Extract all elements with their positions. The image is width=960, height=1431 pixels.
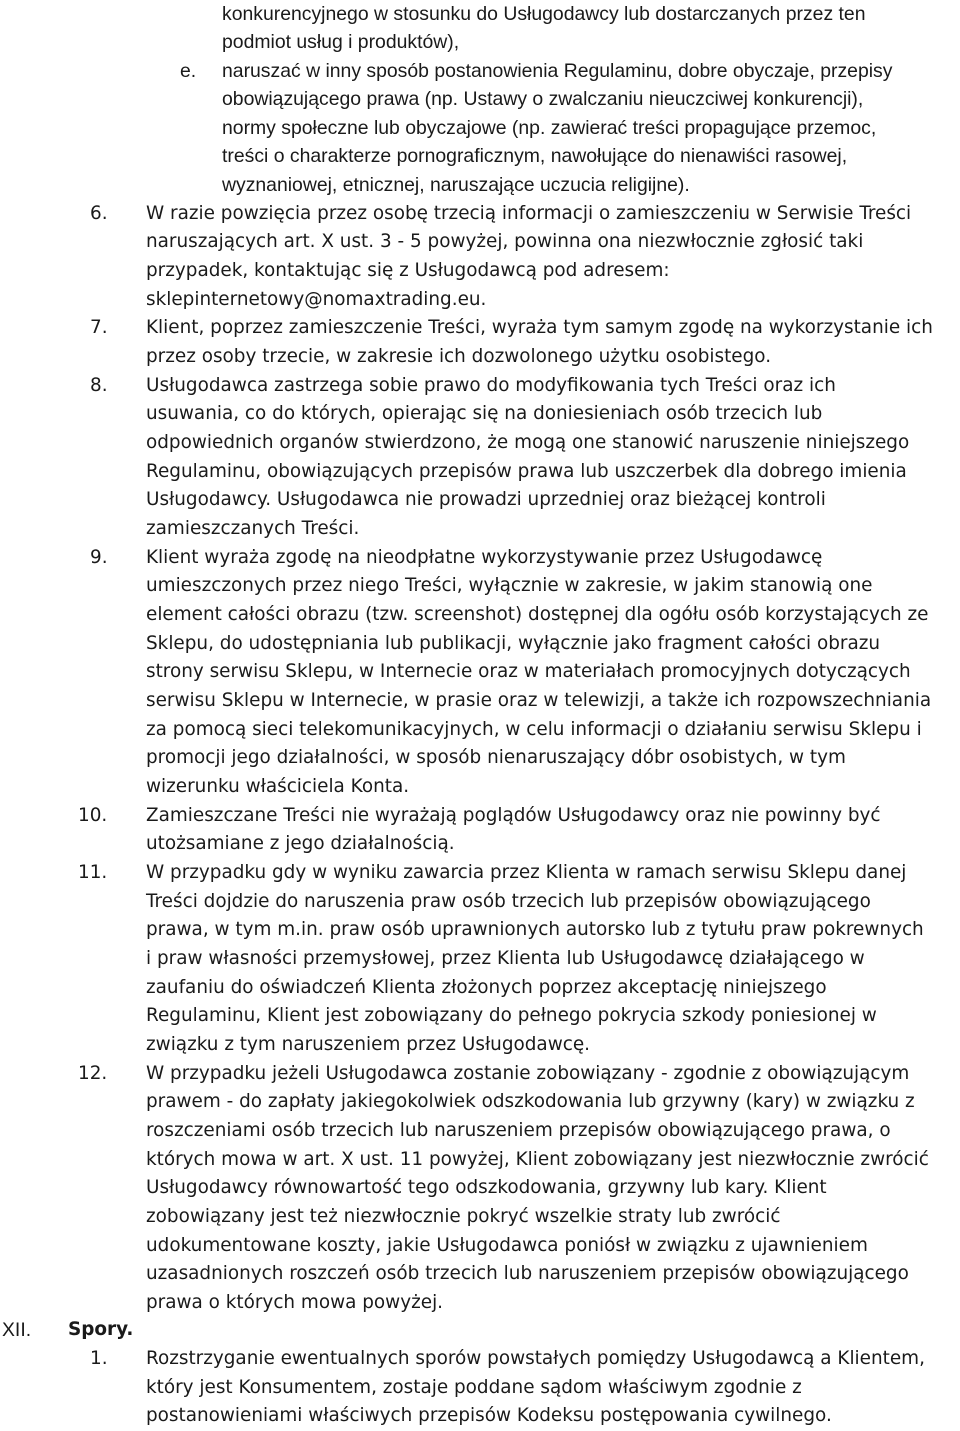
text-line: obowiązującego prawa (np. Ustawy o zwalczaniu nieuczciwej konkurencji), [222, 88, 864, 110]
text-line: podmiot usług i produktów), [222, 31, 460, 53]
text-line: sklepinternetowy@nomaxtrading.eu. [146, 289, 487, 310]
text-line: który jest Konsumentem, zostaje poddane sądom właściwym zgodnie z [146, 1377, 802, 1398]
list-marker: 8. [90, 375, 108, 396]
text-line: przez osoby trzecie, w zakresie ich dozwolonego użytku osobistego. [146, 346, 772, 367]
text-line: naruszających art. X ust. 3 - 5 powyżej, powinna ona niezwłocznie zgłosić taki [146, 231, 864, 252]
text-line: normy społeczne lub obyczajowe (np. zawierać treści propagujące przemoc, [222, 117, 877, 139]
text-line: Rozstrzyganie ewentualnych sporów powstałych pomiędzy Usługodawcą a Klientem, [146, 1348, 925, 1369]
text-line: Zamieszczane Treści nie wyrażają poglądów Usługodawcy oraz nie powinny być [146, 805, 881, 826]
text-line: za pomocą sieci telekomunikacyjnych, w celu informacji o działaniu serwisu Sklepu i [146, 719, 922, 740]
text-line: których mowa w art. X ust. 11 powyżej, Klient zobowiązany jest niezwłocznie zwrócić [146, 1149, 929, 1170]
list-marker: 1. [90, 1348, 108, 1369]
list-marker: 11. [78, 862, 108, 883]
text-line: Usługodawcy. Usługodawca nie prowadzi uprzedniej oraz bieżącej kontroli [146, 489, 826, 510]
text-line: Klient wyraża zgodę na nieodpłatne wykorzystywanie przez Usługodawcę [146, 547, 823, 568]
text-line: i praw własności przemysłowej, przez Klienta lub Usługodawcę działającego w [146, 948, 865, 969]
text-line: naruszać w inny sposób postanowienia Regulaminu, dobre obyczaje, przepisy [222, 60, 893, 82]
text-line: element całości obrazu (tzw. screenshot) dostępnej dla ogółu osób korzystających ze [146, 604, 929, 625]
text-line: postanowieniami właściwych przepisów Kodeksu postępowania cywilnego. [146, 1405, 832, 1426]
text-line: strony serwisu Sklepu, w Internecie oraz w materiałach promocyjnych dotyczących [146, 661, 911, 682]
text-line: Klient, poprzez zamieszczenie Treści, wyraża tym samym zgodę na wykorzystanie ich [146, 317, 933, 338]
text-line: prawem - do zapłaty jakiegokolwiek odszkodowania lub grzywny (kary) w związku z [146, 1091, 915, 1112]
text-line: umieszczonych przez niego Treści, wyłącznie w zakresie, w jakim stanowią one [146, 575, 873, 596]
text-line: Sklepu, do udostępniania lub publikacji, wyłącznie jako fragment całości obrazu [146, 633, 881, 654]
list-marker: 7. [90, 317, 108, 338]
text-line: konkurencyjnego w stosunku do Usługodawcy lub dostarczanych przez ten [222, 3, 866, 25]
text-line: wizerunku właściciela Konta. [146, 776, 410, 797]
text-line: zaufaniu do oświadczeń Klienta złożonych poprzez akceptację niniejszego [146, 977, 827, 998]
text-line: W przypadku jeżeli Usługodawca zostanie zobowiązany - zgodnie z obowiązującym [146, 1063, 910, 1084]
text-line: wyznaniowej, etnicznej, naruszające uczucia religijne). [222, 174, 690, 196]
text-line: utożsamiane z jego działalnością. [146, 833, 455, 854]
text-line: przypadek, kontaktując się z Usługodawcą pod adresem: [146, 260, 670, 281]
text-line: serwisu Sklepu w Internecie, w prasie oraz w telewizji, a także ich rozpowszechniania [146, 690, 932, 711]
text-line: uzasadnionych roszczeń osób trzecich lub naruszeniem przepisów obowiązującego [146, 1263, 909, 1284]
text-line: treści o charakterze pornograficznym, nawołujące do nienawiści rasowej, [222, 145, 848, 167]
text-line: prawa, w tym m.in. praw osób uprawnionych autorsko lub z tytułu praw pokrewnych [146, 919, 924, 940]
text-line: W razie powzięcia przez osobę trzecią informacji o zamieszczeniu w Serwisie Treści [146, 203, 912, 224]
list-marker: 12. [78, 1063, 108, 1084]
text-line: odpowiednich organów stwierdzono, że mogą one stanowić naruszenie niniejszego [146, 432, 910, 453]
list-marker: 10. [78, 805, 108, 826]
text-line: W przypadku gdy w wyniku zawarcia przez Klienta w ramach serwisu Sklepu danej [146, 862, 907, 883]
text-line: prawa o których mowa powyżej. [146, 1292, 444, 1313]
text-line: udokumentowane koszty, jakie Usługodawca poniósł w związku z ujawnieniem [146, 1235, 868, 1256]
list-marker: e. [180, 60, 197, 82]
text-line: zobowiązany jest też niezwłocznie pokryć wszelkie straty lub zwrócić [146, 1206, 781, 1227]
text-line: roszczeniami osób trzecich lub naruszeniem przepisów obowiązującego prawa, o [146, 1120, 891, 1141]
section-number: XII. [2, 1319, 32, 1341]
section-title: Spory. [68, 1319, 134, 1340]
list-marker: 6. [90, 203, 108, 224]
text-line: Treści dojdzie do naruszenia praw osób trzecich lub przepisów obowiązującego [146, 891, 871, 912]
list-marker: 9. [90, 547, 108, 568]
text-line: związku z tym naruszeniem przez Usługodawcę. [146, 1034, 591, 1055]
text-line: Regulaminu, obowiązujących przepisów prawa lub uszczerbek dla dobrego imienia [146, 461, 907, 482]
text-line: zamieszczanych Treści. [146, 518, 360, 539]
text-line: Usługodawcy równowartość tego odszkodowania, grzywny lub kary. Klient [146, 1177, 827, 1198]
text-line: promocji jego działalności, w sposób nienaruszający dóbr osobistych, w tym [146, 747, 846, 768]
text-line: Usługodawca zastrzega sobie prawo do modyfikowania tych Treści oraz ich [146, 375, 836, 396]
text-line: usuwania, co do których, opierając się na doniesieniach osób trzecich lub [146, 403, 823, 424]
text-line: Regulaminu, Klient jest zobowiązany do pełnego pokrycia szkody poniesionej w [146, 1005, 877, 1026]
